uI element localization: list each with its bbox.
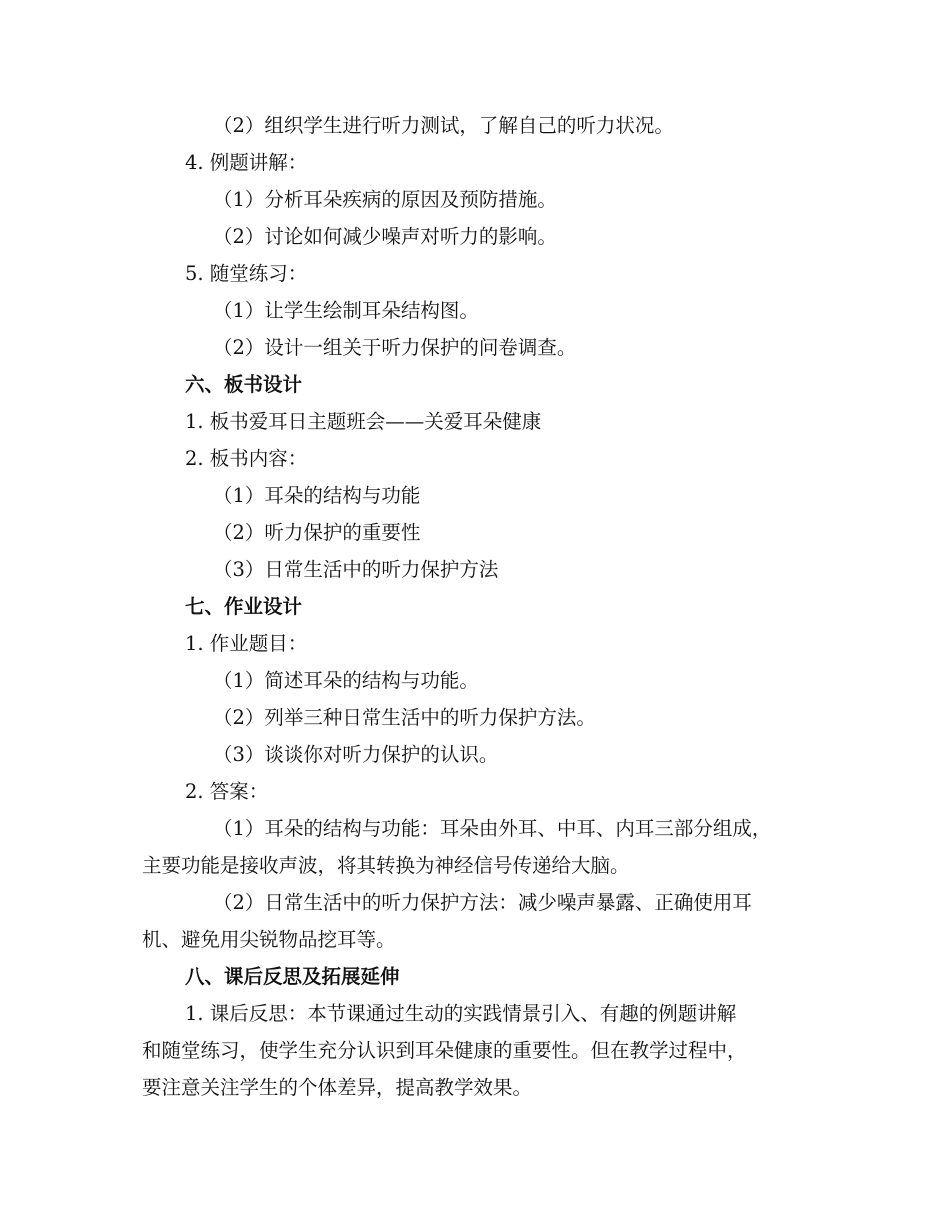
text-line: （3）日常生活中的听力保护方法 — [213, 558, 499, 581]
text-line: 和随堂练习，使学生充分认识到耳朵健康的重要性。但在教学过程中， — [142, 1039, 747, 1062]
text-line: 要注意关注学生的个体差异，提高教学效果。 — [142, 1076, 533, 1099]
text-line: （3）谈谈你对听力保护的认识。 — [213, 743, 499, 766]
section-heading: 七、作业设计 — [185, 595, 303, 618]
list-item-heading: 2. 答案： — [185, 780, 269, 803]
list-item-heading: 5. 随堂练习： — [185, 262, 308, 285]
text-line: 机、避免用尖锐物品挖耳等。 — [142, 928, 396, 951]
text-line: （2）组织学生进行听力测试，了解自己的听力状况。 — [213, 114, 674, 137]
text-line: （2）日常生活中的听力保护方法：减少噪声暴露、正确使用耳 — [213, 891, 752, 914]
text-line: （1）耳朵的结构与功能 — [213, 484, 421, 507]
text-line: 主要功能是接收声波，将其转换为神经信号传递给大脑。 — [142, 854, 630, 877]
list-item-heading: 4. 例题讲解： — [185, 151, 308, 174]
section-heading: 六、板书设计 — [185, 373, 303, 396]
text-line: 1. 课后反思：本节课通过生动的实践情景引入、有趣的例题讲解 — [185, 1002, 737, 1025]
text-line: （2）设计一组关于听力保护的问卷调查。 — [213, 336, 577, 359]
text-line: （1）耳朵的结构与功能：耳朵由外耳、中耳、内耳三部分组成， — [213, 817, 772, 840]
list-item-heading: 2. 板书内容： — [185, 447, 308, 470]
section-heading: 八、课后反思及拓展延伸 — [185, 965, 400, 988]
text-line: （1）简述耳朵的结构与功能。 — [213, 669, 479, 692]
text-line: （2）听力保护的重要性 — [213, 521, 421, 544]
text-line: （1）让学生绘制耳朵结构图。 — [213, 299, 479, 322]
text-line: （1）分析耳朵疾病的原因及预防措施。 — [213, 188, 557, 211]
list-item-heading: 1. 作业题目： — [185, 632, 308, 655]
list-item: 1. 板书爱耳日主题班会——关爱耳朵健康 — [185, 410, 542, 433]
text-line: （2）列举三种日常生活中的听力保护方法。 — [213, 706, 596, 729]
text-line: （2）讨论如何减少噪声对听力的影响。 — [213, 225, 557, 248]
